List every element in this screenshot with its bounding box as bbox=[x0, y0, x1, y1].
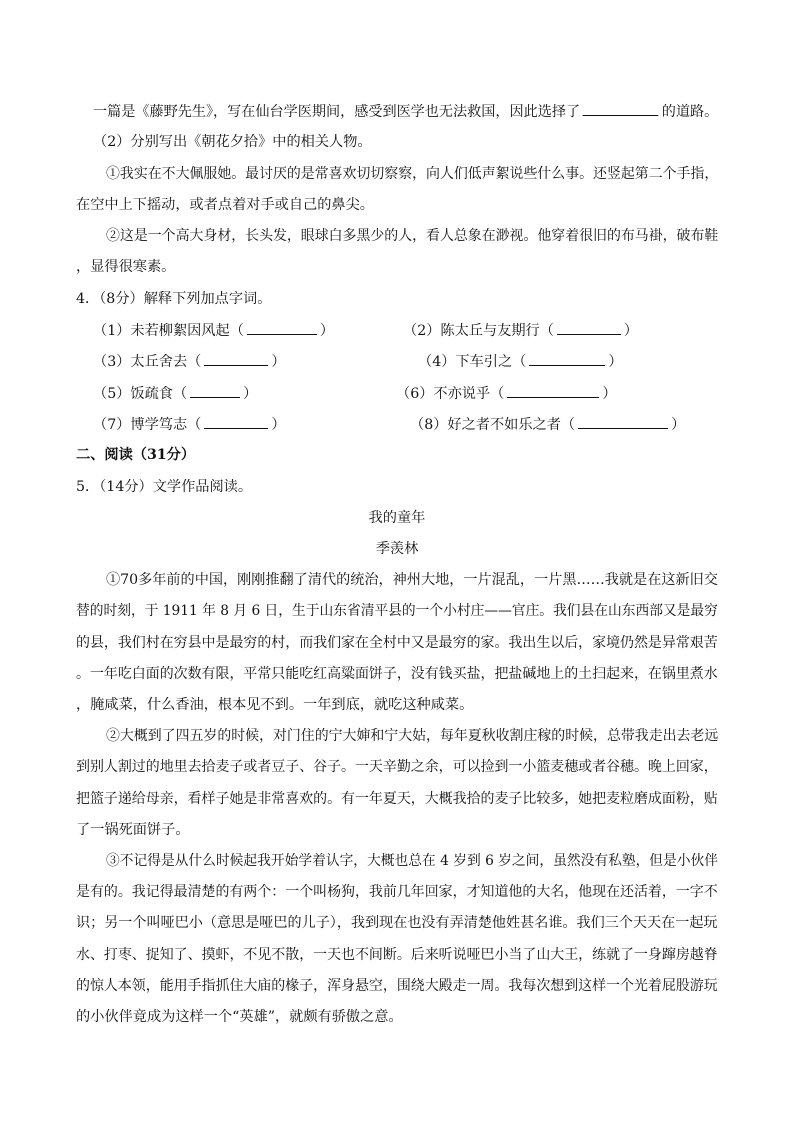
answer-blank[interactable] bbox=[529, 351, 605, 366]
q4-item bbox=[410, 414, 685, 435]
q4-item bbox=[93, 383, 257, 404]
paragraph-line: ②大概到了四五岁的时候，对门住的宁大婶和宁大姑，每年夏秋收割庄稼的时候，总带我走出去老远 bbox=[106, 728, 719, 744]
answer-blank[interactable] bbox=[190, 383, 240, 398]
paragraph-line: 把篮子递给母亲，看样子她是非常喜欢的。有一年夏天，大概我拾的麦子比较多，她把麦粒磨成面粉，贴 bbox=[76, 791, 718, 807]
answer-blank[interactable] bbox=[204, 351, 268, 366]
paragraph-line: ①70多年前的中国，刚刚推翻了清代的统治，神州大地，一片混乱，一片黑……我就是在这新旧交 bbox=[106, 572, 718, 588]
paragraph-line: ，腌咸菜，什么香油，根本见不到。一年到底，就吃这种咸菜。 bbox=[76, 697, 474, 713]
q4-item-label: （2）陈太丘与友期行（ bbox=[403, 323, 554, 339]
q4-item-label: （3）太丘舍去（ bbox=[93, 354, 202, 370]
q5-title: 5．（14分）文学作品阅读。 bbox=[76, 479, 253, 495]
paragraph-line: 水、打枣、捉知了、摸虾，不见不散，一天也不间断。后来听说哑巴小当了山大王，练就了一身蹿房越脊 bbox=[76, 947, 718, 963]
q3-tail-line bbox=[93, 101, 718, 122]
q3-2-item1-line1: ①我实在不大佩服她。最讨厌的是常喜欢切切察察，向人们低声絮说些什么事。还竖起第二个手指， bbox=[106, 166, 719, 182]
q4-item-close: ） bbox=[671, 417, 686, 433]
answer-blank[interactable] bbox=[507, 383, 599, 398]
paragraph-line: 识；另一个叫哑巴小（意思是哑巴的儿子），我到现在也没有弄清楚他姓甚名谁。我们三个天天在一起玩 bbox=[76, 915, 718, 931]
paragraph-line: 的惊人本领，能用手指抓住大庙的椽子，浑身悬空，围绕大殿走一周。我每次想到这样一个光着屁股游玩 bbox=[76, 978, 718, 994]
paragraph-line: 。一年吃白面的次数有限，平常只能吃红高粱面饼子，没有钱买盐，把盐碱地上的土扫起来，在锅里煮水 bbox=[76, 666, 718, 682]
q4-item bbox=[93, 414, 286, 435]
q3-2-item1-line2: 在空中上下摇动，或者点着对手或自己的鼻尖。 bbox=[76, 197, 374, 213]
q4-item bbox=[396, 383, 617, 404]
q4-item-close: ） bbox=[271, 417, 286, 433]
paragraph-line: 替的时刻，于 1911 年 8 月 6 日，生于山东省清平县的一个小村庄——官庄。我们县在山东西部又是最穷 bbox=[76, 603, 718, 619]
q3-2-item2-line1: ②这是一个高大身材，长头发，眼球白多黑少的人，看人总象在渺视。他穿着很旧的布马褂，破布鞋 bbox=[106, 228, 719, 244]
q4-item-close: ） bbox=[623, 323, 639, 339]
q4-item-label: （1）未若柳絮因风起（ bbox=[93, 323, 244, 339]
article-title: 我的童年 bbox=[368, 510, 426, 526]
q4-item-label: （8）好之者不如乐之者（ bbox=[410, 417, 576, 433]
q4-item-close: ） bbox=[608, 354, 623, 370]
q4-item-label: （6）不亦说乎（ bbox=[396, 386, 505, 402]
section-title: 二、阅读（31分） bbox=[76, 447, 196, 463]
paragraph-line: 到别人割过的地里去拾麦子或者豆子、谷子。一天辛勤之余，可以捡到一小篮麦穗或者谷穗。晚上回家， bbox=[76, 759, 718, 775]
q4-item bbox=[418, 351, 623, 372]
q4-item bbox=[403, 320, 638, 341]
q4-item-close: ） bbox=[271, 354, 286, 370]
q4-item-close: ） bbox=[243, 386, 258, 402]
q4-item-label: （5）饭疏食（ bbox=[93, 386, 188, 402]
answer-blank[interactable] bbox=[583, 101, 659, 116]
q3-2-prompt: （2）分别写出《朝花夕拾》中的相关人物。 bbox=[93, 134, 372, 150]
paragraph-line: 是有的。我记得最清楚的有两个：一个叫杨狗，我前几年回家，才知道他的大名，他现在还活着，一字不 bbox=[76, 884, 718, 900]
q3-tail-text: 一篇是《藤野先生》，写在仙台学医期间，感受到医学也无法救国，因此选择了 bbox=[93, 104, 581, 120]
paragraph-line: 了一锅死面饼子。 bbox=[76, 822, 190, 838]
paragraph-line: 的小伙伴竟成为这样一个“英雄”，就颇有骄傲之意。 bbox=[76, 1009, 403, 1025]
q4-item-label: （7）博学笃志（ bbox=[93, 417, 202, 433]
q4-item bbox=[93, 320, 334, 341]
q3-tail-post: 的道路。 bbox=[661, 104, 719, 120]
answer-blank[interactable] bbox=[247, 320, 317, 335]
q4-item-label: （4）下车引之（ bbox=[418, 354, 527, 370]
answer-blank[interactable] bbox=[557, 320, 621, 335]
answer-blank[interactable] bbox=[578, 414, 668, 429]
q4-item-close: ） bbox=[319, 323, 335, 339]
paragraph-line: 的县，我们村在穷县中是最穷的村，而我们家在全村中又是最穷的家。我出生以后，家境仍然是异常艰苦 bbox=[76, 635, 718, 651]
paragraph-line: ③不记得是从什么时候起我开始学着认字，大概也总在 4 岁到 6 岁之间，虽然没有私塾，但是小伙伴 bbox=[106, 853, 719, 869]
article-author: 季羡林 bbox=[375, 541, 419, 557]
q4-item-close: ） bbox=[602, 386, 617, 402]
q4-item bbox=[93, 351, 286, 372]
answer-blank[interactable] bbox=[204, 414, 268, 429]
q3-2-item2-line2: ，显得很寒素。 bbox=[76, 259, 176, 275]
q4-title: 4．（8分）解释下列加点字词。 bbox=[76, 291, 272, 307]
